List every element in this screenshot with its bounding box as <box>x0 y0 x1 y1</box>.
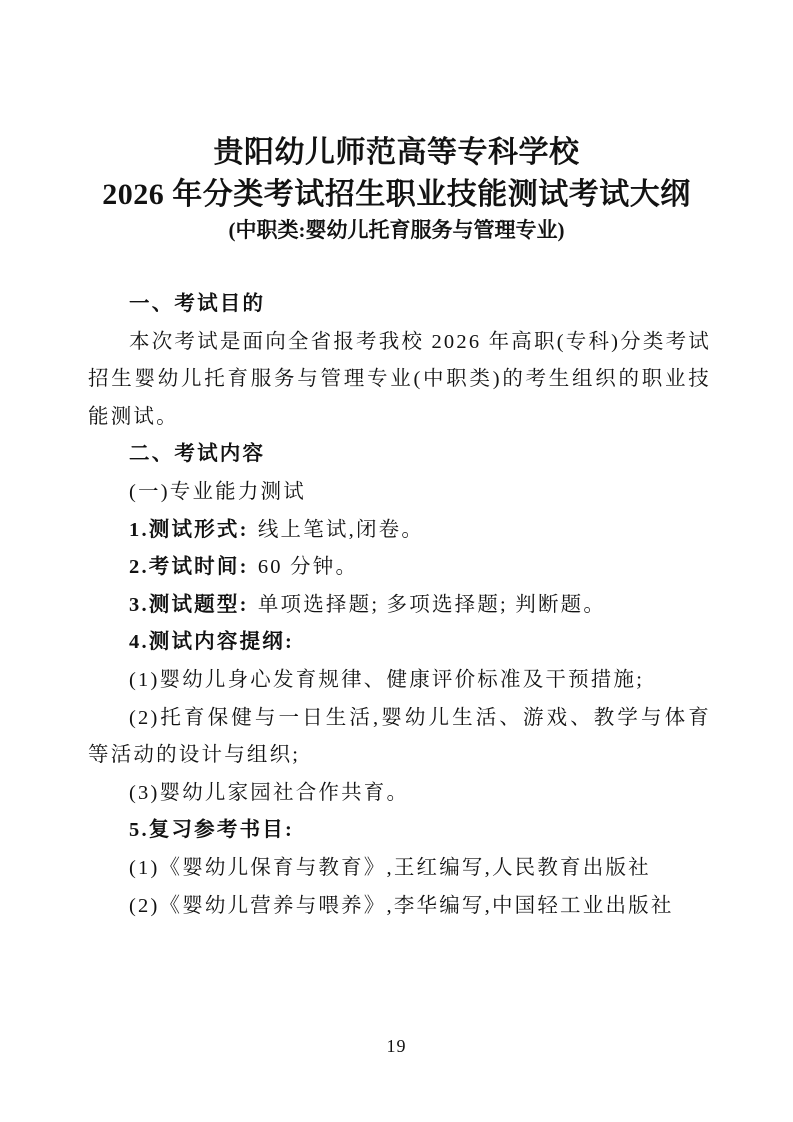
reference-book-1: (1)《婴幼儿保育与教育》,王红编写,人民教育出版社 <box>129 856 651 879</box>
item-test-format <box>88 512 711 550</box>
item-exam-duration-label: 2.考试时间: <box>129 556 249 579</box>
item-question-types <box>88 587 711 625</box>
section2-heading: 二、考试内容 <box>129 443 266 466</box>
item-question-types-label: 3.测试题型: <box>129 593 249 616</box>
document-subtitle: (中职类:婴幼儿托育服务与管理专业) <box>228 218 565 242</box>
document-header <box>0 0 793 244</box>
item-exam-duration <box>88 549 711 587</box>
reference-book-2: (2)《婴幼儿营养与喂养》,李华编写,中国轻工业出版社 <box>129 894 674 917</box>
item-test-format-text: 线上笔试,闭卷。 <box>257 518 425 541</box>
item-test-format-label: 1.测试形式: <box>129 518 249 541</box>
section1-heading: 一、考试目的 <box>129 293 266 315</box>
outline-point-1: (1)婴幼儿身心发育规律、健康评价标准及干预措施; <box>129 668 645 691</box>
document-body <box>88 286 711 925</box>
document-title-line1: 贵阳幼儿师范高等专科学校 <box>213 136 580 169</box>
section1-paragraph: 本次考试是面向全省报考我校 2026 年高职(专科)分类考试招生婴幼儿托育服务与管理专业(中职类)的考生组织的职业技能测试。 <box>88 330 711 428</box>
item-exam-duration-text: 60 分钟。 <box>257 556 359 579</box>
item-question-types-text: 单项选择题; 多项选择题; 判断题。 <box>257 593 607 616</box>
document-title-line2: 2026 年分类考试招生职业技能测试考试大纲 <box>102 178 691 211</box>
section2-subsection-heading: (一)专业能力测试 <box>129 480 306 503</box>
outline-point-3: (3)婴幼儿家园社合作共育。 <box>129 781 410 804</box>
item-reference-books-label: 5.复习参考书目: <box>129 819 295 842</box>
outline-point-2: (2)托育保健与一日生活,婴幼儿生活、游戏、教学与体育等活动的设计与组织; <box>88 706 711 767</box>
page-number: 19 <box>386 1036 407 1056</box>
item-content-outline-label: 4.测试内容提纲: <box>129 631 295 654</box>
